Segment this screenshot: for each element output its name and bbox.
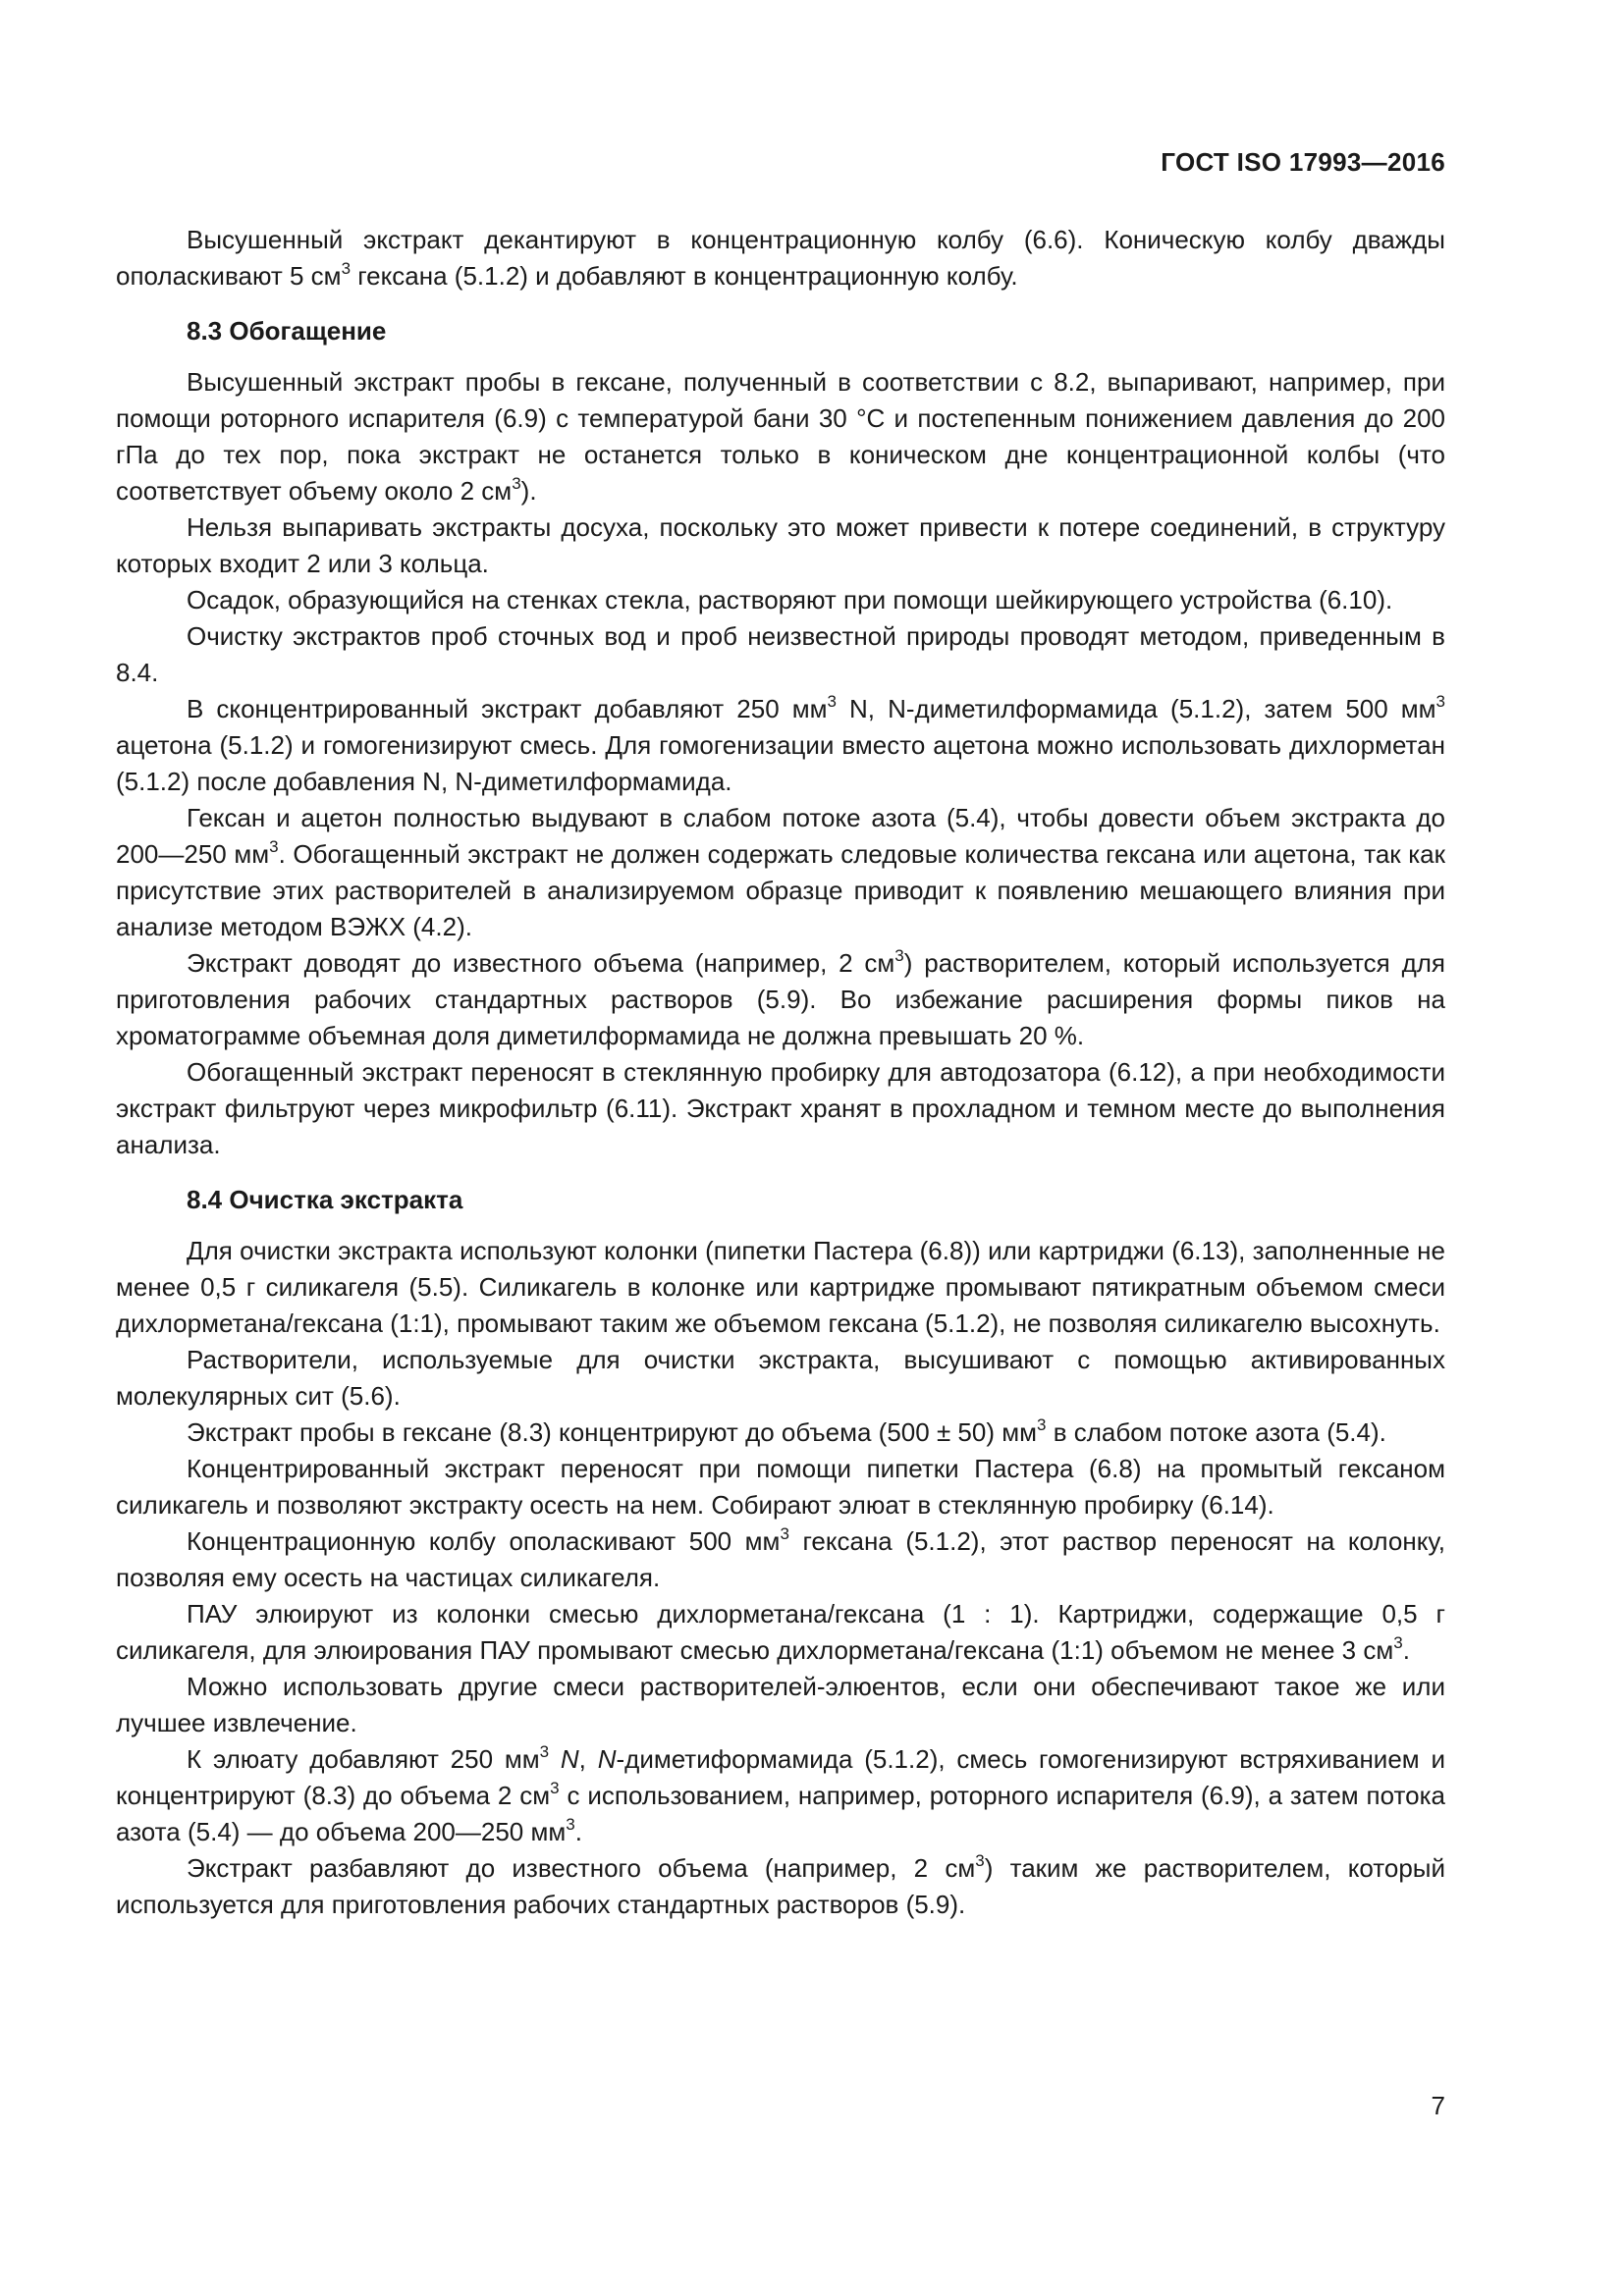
paragraph: ПАУ элюируют из колонки смесью дихлорметана/гексана (1 : 1). Картриджи, содержащие 0,5 г силикагеля, для элюирования ПАУ промывают смесью дихлорметана/гексана (1:1) объемом не менее 3 $см^3$. <box>116 1599 1445 1665</box>
paragraph: Концентрированный экстракт переносят при помощи пипетки Пастера (6.8) на промытый гексаном силикагель и позволяют экстракту осесть на нем. Собирают элюат в стеклянную пробирку (6.14). <box>116 1454 1445 1520</box>
paragraph: Осадок, образующийся на стенках стекла, растворяют при помощи шейкирующего устройства (6.10). <box>187 585 1393 614</box>
paragraph: Нельзя выпаривать экстракты досуха, поскольку это может привести к потере соединений, в структуру которых входит 2 или 3 кольца. <box>116 512 1445 578</box>
paragraph: Обогащенный экстракт переносят в стеклянную пробирку для автодозатора (6.12), а при необходимости экстракт фильтруют через микрофильтр (6.11). Экстракт хранят в прохладном и темном месте до выполнения анализа. <box>116 1057 1445 1159</box>
paragraph: Экстракт разбавляют до известного объема (например, 2 $см^3$) таким же растворителем, который используется для приготовления рабочих стандартных растворов (5.9). <box>116 1851 1446 1919</box>
paragraph: Высушенный экстракт пробы в гексане, полученный в соответствии с 8.2, выпаривают, например, при помощи роторного испарителя (6.9) с температурой бани 30 °С и постепенным понижением давления до 200 гПа до тех пор, пока экстракт не останется только в коническом дне концентрационной колбы (что соответствует объему около 2 $см^3$). <box>116 367 1445 506</box>
document-body <box>116 222 1445 1923</box>
paragraph: К элюату добавляют 250 $мм^3$ N, N-диметиформамида (5.1.2), смесь гомогенизируют встряхиванием и концентрируют (8.3) до объема 2 $см^3$ с использованием, например, роторного испарителя (6.9), а затем потока азота (5.4) — до объема 200—250 $мм^3$. <box>116 1742 1445 1846</box>
paragraph: Растворители, используемые для очистки экстракта, высушивают с помощью активированных молекулярных сит (5.6). <box>116 1345 1445 1411</box>
page-number: 7 <box>1431 2091 1445 2120</box>
paragraph: Можно использовать другие смеси растворителей-элюентов, если они обеспечивают такое же или лучшее извлечение. <box>116 1672 1445 1737</box>
paragraph: Очистку экстрактов проб сточных вод и проб неизвестной природы проводят методом, приведенным в 8.4. <box>116 621 1445 687</box>
document-code-header: ГОСТ ISO 17993—2016 <box>1161 147 1445 177</box>
paragraph: Экстракт доводят до известного объема (например, 2 $см^3$) растворителем, который используется для приготовления рабочих стандартных растворов (5.9). Во избежание расширения формы пиков на хроматограмме объемная доля диметилформамида не должна превышать 20 %. <box>116 946 1445 1050</box>
paragraph: В сконцентрированный экстракт добавляют 250 $мм^3$ N, N-диметилформамида (5.1.2), затем 500 $мм^3$ ацетона (5.1.2) и гомогенизируют смесь. Для гомогенизации вместо ацетона можно использовать дихлорметан (5.1.2) после добавления N, N-диметилформамида. <box>116 692 1445 796</box>
intro-paragraph: Высушенный экстракт декантируют в концентрационную колбу (6.6). Коническую колбу дважды ополаскивают 5 $см^3$ гексана (5.1.2) и добавляют в концентрационную колбу. <box>116 225 1445 291</box>
paragraph: Гексан и ацетон полностью выдувают в слабом потоке азота (5.4), чтобы довести объем экстракта до 200—250 $мм^3$. Обогащенный экстракт не должен содержать следовые количества гексана или ацетона, так как присутствие этих растворителей в анализируемом образце приводит к появлению мешающего влияния при анализе методом ВЭЖХ (4.2). <box>116 803 1445 941</box>
paragraph: Концентрационную колбу ополаскивают 500 $мм^3$ гексана (5.1.2), этот раствор переносят на колонку, позволяя ему осесть на частицах силикагеля. <box>116 1524 1445 1592</box>
paragraph: Для очистки экстракта используют колонки (пипетки Пастера (6.8)) или картриджи (6.13), заполненные не менее 0,5 г силикагеля (5.5). Силикагель в колонке или картридже промывают пятикратным объемом смеси дихлорметана/гексана (1:1), промывают таким же объемом гексана (5.1.2), не позволяя силикагелю высохнуть. <box>116 1236 1445 1338</box>
paragraph: Экстракт пробы в гексане (8.3) концентрируют до объема (500 ± 50) $мм^3$ в слабом потоке азота (5.4). <box>187 1415 1386 1447</box>
section-heading-8-4: 8.4 Очистка экстракта <box>187 1185 463 1214</box>
section-heading-8-3: 8.3 Обогащение <box>187 316 387 346</box>
